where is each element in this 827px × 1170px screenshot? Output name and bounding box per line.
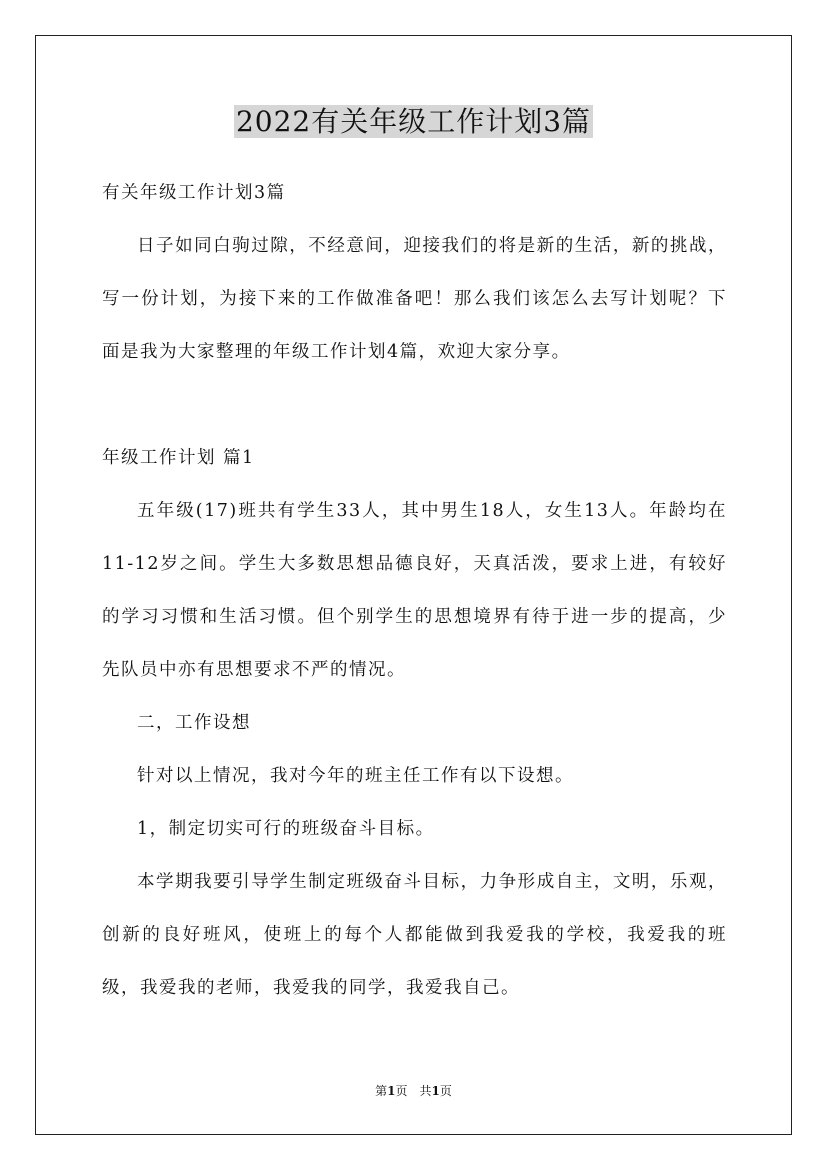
- page-footer: [0, 1081, 827, 1101]
- body-paragraph-plan-intro: 针对以上情况，我对今年的班主任工作有以下设想。: [137, 766, 574, 786]
- body-paragraph-work-plan-heading: 二，工作设想: [137, 713, 251, 733]
- document-title: [0, 100, 827, 144]
- document-subtitle: 有关年级工作计划3篇: [102, 183, 286, 203]
- document-title-text: 2022有关年级工作计划3篇: [235, 105, 592, 138]
- page-label-prefix: 第: [375, 1084, 388, 1098]
- page-total-number: 1: [431, 1084, 440, 1098]
- body-paragraph-goal-item: 1，制定切实可行的班级奋斗目标。: [137, 819, 435, 839]
- body-paragraph-class-overview: 五年级(17)班共有学生33人，其中男生18人，女生13人。年龄均在11-12岁之间。学生大多数思想品德良好，天真活泼，要求上进，有较好的学习习惯和生活习惯。但个别学生的思想境界有待于进一步的提高，少先队员中亦有思想要求不严的情况。: [102, 501, 727, 680]
- document-body: [102, 167, 727, 1015]
- page-current-number: 1: [387, 1084, 396, 1098]
- page-label-suffix: 页: [439, 1084, 452, 1098]
- page-label-mid: 页 共: [395, 1084, 432, 1098]
- body-paragraph-goal-detail: 本学期我要引导学生制定班级奋斗目标，力争形成自主，文明，乐观，创新的良好班风，使班上的每个人都能做到我爱我的学校，我爱我的班级，我爱我的老师，我爱我的同学，我爱我自己。: [102, 872, 727, 998]
- section-spacer: [102, 379, 727, 432]
- intro-paragraph: 日子如同白驹过隙，不经意间，迎接我们的将是新的生活，新的挑战，写一份计划，为接下来的工作做准备吧！那么我们该怎么去写计划呢？下面是我为大家整理的年级工作计划4篇，欢迎大家分享。: [102, 236, 727, 362]
- section-heading: 年级工作计划 篇1: [102, 448, 255, 468]
